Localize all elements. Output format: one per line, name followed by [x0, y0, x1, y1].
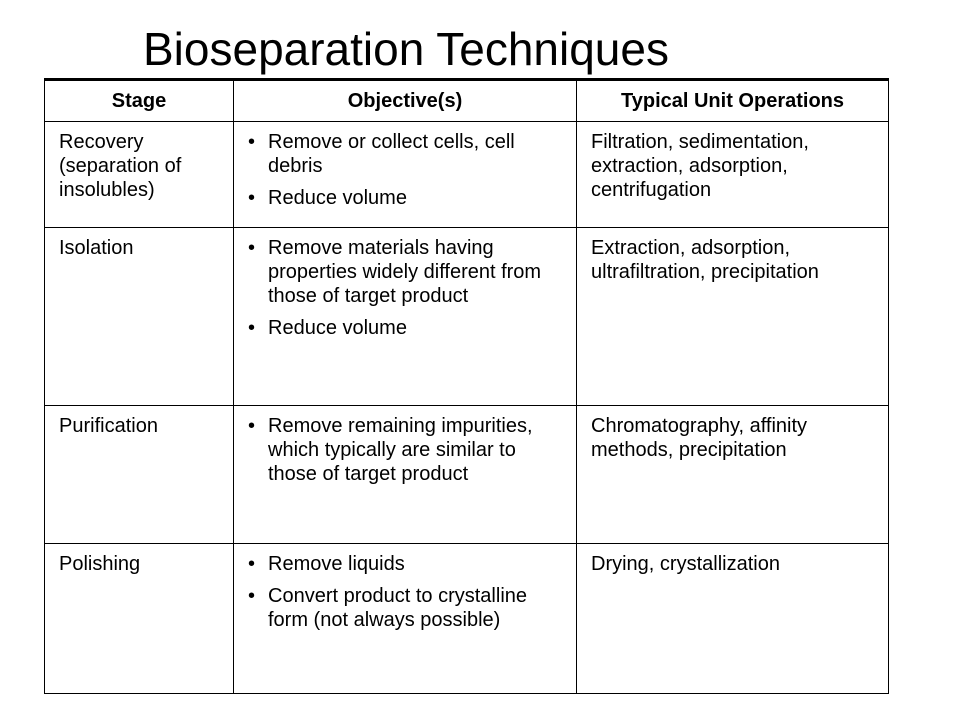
objective-item: • Remove or collect cells, cell debris	[248, 130, 570, 178]
objective-item: • Remove materials having properties widely different from those of target product	[248, 236, 570, 308]
objective-item: • Reduce volume	[248, 316, 570, 340]
objectives-list	[248, 414, 570, 486]
header-stage: Stage	[45, 80, 234, 122]
objective-item: • Remove remaining impurities, which typically are similar to those of target product	[248, 414, 570, 486]
operations-cell: Drying, crystallization	[577, 544, 889, 694]
table-header-row	[45, 80, 889, 122]
operations-cell: Chromatography, affinity methods, precipitation	[577, 406, 889, 544]
stage-cell: Recovery (separation of insolubles)	[45, 122, 234, 228]
objectives-list	[248, 552, 570, 632]
objective-item: • Remove liquids	[248, 552, 570, 576]
header-operations: Typical Unit Operations	[577, 80, 889, 122]
stage-cell: Isolation	[45, 228, 234, 406]
table-row	[45, 228, 889, 406]
objective-item: • Convert product to crystalline form (not always possible)	[248, 584, 570, 632]
table-row	[45, 544, 889, 694]
header-objectives: Objective(s)	[234, 80, 577, 122]
objectives-cell	[234, 122, 577, 228]
slide-title: Bioseparation Techniques	[143, 23, 669, 75]
stage-cell: Polishing	[45, 544, 234, 694]
operations-cell: Filtration, sedimentation, extraction, adsorption, centrifugation	[577, 122, 889, 228]
objectives-list	[248, 236, 570, 340]
objectives-cell	[234, 544, 577, 694]
table-row	[45, 406, 889, 544]
table-row	[45, 122, 889, 228]
objectives-cell	[234, 228, 577, 406]
objectives-list	[248, 130, 570, 210]
objectives-cell	[234, 406, 577, 544]
operations-cell: Extraction, adsorption, ultrafiltration, precipitation	[577, 228, 889, 406]
objective-item: • Reduce volume	[248, 186, 570, 210]
bioseparation-table	[44, 78, 889, 694]
stage-cell: Purification	[45, 406, 234, 544]
